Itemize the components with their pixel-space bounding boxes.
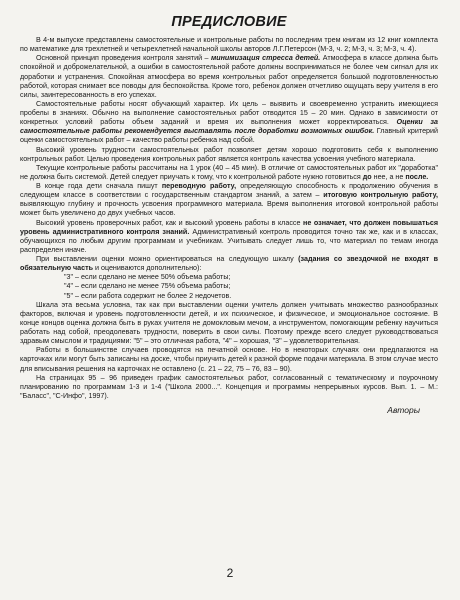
paragraph [20, 164, 438, 182]
text-segment: Самостоятельные работы носят обучающий характер. Их цель – выявить и своевременно устранить имеющиеся пробелы в знаниях. Обычно на выполнение самостоятельных работ отводится 15 – 20 мин. Однако в зависимости от конкретных условий работы объем заданий и время их выполнения может корректироваться. [20, 99, 438, 127]
grading-criterion [20, 292, 438, 301]
text-segment: Атмосфера в классе должна быть спокойной и доброжелательной, а ошибки в самостоятельной работе должны восприниматься не более чем сигнал для их доработки и устранения. Спокойная атмосфера во время контрольных работ определяется большой подготовленностью работой, которая снимает все поводы для беспокойства. Кроме того, ребенок должен отчетливо ощущать веру учителя в его силы, заинтересованность в его успехах. [20, 54, 438, 99]
paragraph [20, 100, 438, 146]
authors-signature: Авторы [387, 405, 420, 415]
emphasis-text: Оценки за самостоятельные работы рекомендуется выставлять после доработки возможных ошибок. [20, 118, 438, 136]
text-segment: "5" – если работа содержит не более 2 недочетов. [64, 291, 232, 300]
text-segment: Шкала эта весьма условна, так как при выставлении оценки учитель должен учитывать множество разнообразных факторов, включая и уровень подготовленности детей, и их психическое, и физическое, и эмоциональное состояние. В конце концов оценка должна быть в руках учителя не домокловым мечом, а инструментом, помогающим ребенку научиться работать над собой, преодолевать трудности, поверить в свои силы. Поэтому прежде всего следует руководствоваться здравым смыслом и традициями: "5" – это отличная работа, "4" – хорошая, "3" – удовлетворительная. [20, 300, 438, 346]
text-segment: Главный критерий оценки самостоятельных работ – качество работы ребенка над собой. [20, 127, 439, 145]
emphasis-text: переводную работу, [161, 182, 237, 190]
grading-criterion [20, 273, 438, 282]
text-segment: Высокий уровень проверочных работ, как и высокий уровень работы в классе [36, 218, 304, 227]
text-segment: "3" – если сделано не менее 50% объема работы; [64, 273, 231, 282]
paragraph [20, 346, 438, 373]
paragraph [20, 219, 438, 256]
emphasis-text: после. [405, 172, 429, 181]
text-segment: Текущие контрольные работы рассчитаны на 1 урок (40 – 45 мин). В отличие от самостоятельных работ их "доработка" не должна быть системой. Детей следует приучать к тому, что к контрольной работе нужно готовиться [20, 163, 438, 181]
text-segment: нее, а не [371, 172, 406, 181]
emphasis-text [211, 54, 320, 62]
page-title: ПРЕДИСЛОВИЕ [171, 14, 287, 30]
paragraph [20, 36, 438, 54]
text-segment: На страницах 95 – 96 приведен график самостоятельных работ, согласованный с тематическому и поурочному планированию по программам 1-3 и 1-4 ("Школа 2000...". Концепция и программы непрерывных курсов. Вып. 1. – М.: "Баласс", "С-Инфо", 1997). [20, 373, 438, 400]
text-segment: Высокий уровень трудности самостоятельных работ позволяет детям хорошо подготовить себя к выполнению контрольных работ. Целью проведения контрольных работ является контроль качества усвоения учебного материала. [20, 145, 438, 163]
paragraph [20, 301, 438, 347]
paragraph [20, 146, 438, 164]
text-segment: Работы в большинстве случаев проводятся на печатной основе. Но в некоторых случаях они предлагаются на карточках или могут быть записаны на доске, чтобы приучить детей к разной форме подачи материала. В этом случае место для вписывания решения на карточках не оставлено (с. 21 – 22, 75 – 76, 83 – 90). [20, 346, 438, 373]
preface-text [20, 36, 438, 401]
emphasis-text: не означает, что должен повышаться уровень административного контроля знаний. [20, 218, 439, 236]
text-segment: В 4-м выпуске представлены самостоятельные и контрольные работы по последним трем книгам из 12 книг комплекта по математике для трехлетней и четырехлетней начальной школы авторов Л.Г.Петерсон (М-3, ч. 2; М-3, ч. 3; М-3, ч. 4). [20, 36, 438, 54]
text-segment: и оцениваются дополнительно): [93, 264, 202, 273]
paragraph [20, 374, 438, 401]
text-segment: Основной принцип проведения контроля занятий – [36, 54, 211, 63]
text-segment: выявляющую глубину и прочность усвоения программного материала. Время выполнения итоговой контрольной работы может быть увеличено до двух учебных часов. [20, 200, 438, 218]
emphasis-text: (задания со звездочкой не входят в обязательную часть [20, 255, 439, 273]
text-segment: Административный контроль проводится точно так же, как и в классах, обучающихся по любым другим программам и учебникам. Учитывать следует лишь то, что материал по темам иногда распределен иначе. [20, 227, 438, 254]
text-segment: "4" – если сделано не менее 75% объема работы; [64, 282, 231, 291]
text-segment: При выставлении оценки можно ориентироваться на следующую шкалу [36, 255, 299, 263]
paragraph [20, 54, 438, 100]
grading-criterion [20, 282, 438, 291]
text-segment: В конце года дети сначала пишут [36, 182, 162, 190]
paragraph [20, 182, 438, 219]
text-segment: определяющую способность к продолжению обучения в следующем классе в соответствии с государственным стандартом знаний, а затем – [20, 182, 438, 200]
emphasis-text: минимизация стресса детей. [210, 54, 321, 63]
emphasis-text: до [362, 172, 372, 181]
emphasis-text: итоговую контрольную работу, [323, 191, 438, 200]
page-number: 2 [226, 566, 234, 580]
paragraph [20, 255, 438, 273]
